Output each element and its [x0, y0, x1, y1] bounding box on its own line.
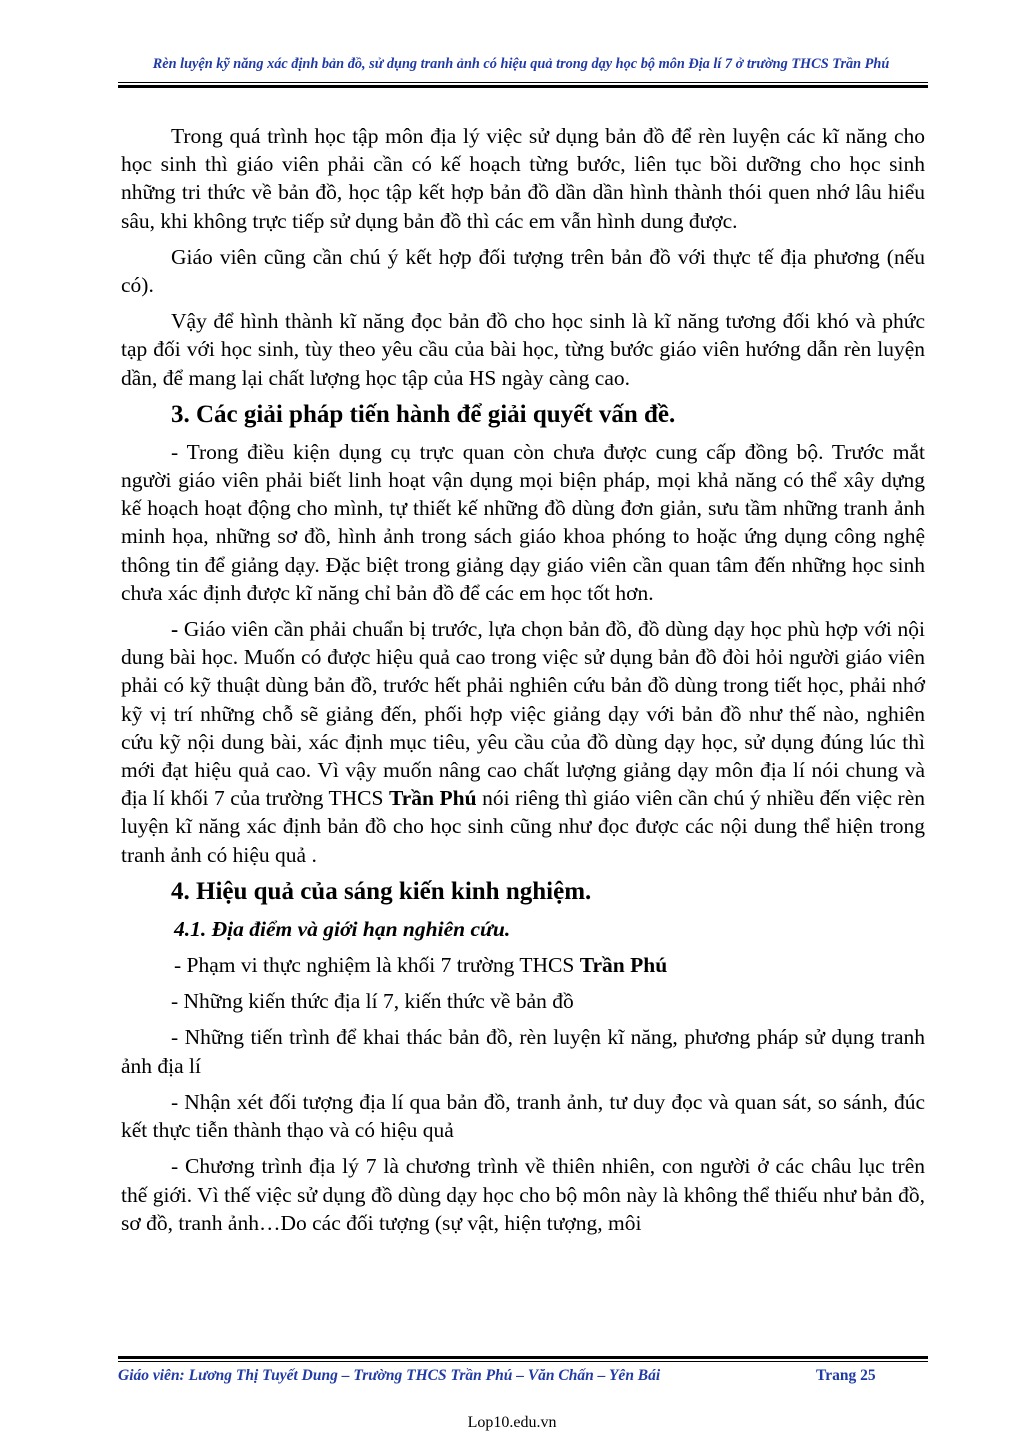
school-name: Trần Phú: [388, 786, 477, 811]
list-item: - Chương trình địa lý 7 là chương trình về thiên nhiên, con người ở các châu lục trên thế giới. Vì thế việc sử dụng đồ dùng dạy học cho bộ môn này là không thể thiếu như bản đồ, sơ đồ, tranh ảnh…Do các đối tượng (sự vật, hiện tượng, môi: [121, 1154, 925, 1235]
header-rule-thick: [118, 85, 928, 88]
section-heading-3: 3. Các giải pháp tiến hành để giải quyết vấn đề.: [171, 400, 676, 428]
paragraph-text: nói riêng thì giáo viên cần chú ý nhiều đến việc rèn luyện kĩ năng xác định bản đồ cho học sinh cũng như đọc được các nội dung thể hiện trong tranh ảnh có hiệu quả .: [121, 786, 925, 867]
header-rule-thin: [118, 82, 928, 83]
paragraph: Giáo viên cũng cần chú ý kết hợp đối tượng trên bản đồ với thực tế địa phương (nếu có).: [121, 244, 925, 298]
page-number: Trang 25: [816, 1367, 876, 1384]
list-item: - Những tiến trình để khai thác bản đồ, rèn luyện kĩ năng, phương pháp sử dụng tranh ảnh địa lí: [121, 1025, 925, 1078]
list-item: [121, 951, 925, 979]
footer-rule-thick: [118, 1356, 928, 1359]
paragraph-text: Giáo viên cần phải chuẩn bị trước, lựa chọn bản đồ, đồ dùng dạy học phù hợp với nội dung bài học. Muốn có được hiệu quả cao trong việc sử dụng bản đồ đòi hỏi người giáo viên phải có kỹ thuật dùng bản đồ, trước hết phải nghiên cứu bản đồ dùng trong tiết học, phải nhớ kỹ vị trí những chỗ sẽ giảng đến, phối hợp việc giảng dạy với bản đồ như thế nào, nghiên cứu kỹ nội dung bài, xác định mục tiêu, yêu cầu của đồ dùng dạy học, sử dụng đúng lúc thì mới đạt hiệu quả cao. Vì vậy muốn nâng cao chất lượng giảng dạy môn địa lí nói chung và địa lí khối 7 của trường THCS: [121, 617, 925, 811]
site-watermark: Lop10.edu.vn: [467, 1414, 557, 1431]
footer-author: Giáo viên: Lương Thị Tuyết Dung – Trường THCS Trần Phú – Văn Chấn – Yên Bái: [118, 1367, 661, 1384]
list-item: - Nhận xét đối tượng địa lí qua bản đồ, tranh ảnh, tư duy đọc và quan sát, so sánh, đúc kết thực tiễn thành thạo và có hiệu quả: [121, 1089, 925, 1143]
subsection-heading: 4.1. Địa điểm và giới hạn nghiên cứu.: [174, 916, 511, 941]
paragraph: Vậy để hình thành kĩ năng đọc bản đồ cho học sinh là kĩ năng tương đối khó và phức tạp đối với học sinh, tùy theo yêu cầu của bài học, từng bước giáo viên hướng dẫn rèn luyện dần, để mang lại chất lượng học tập của HS ngày càng cao.: [121, 309, 925, 390]
section-heading-4: 4. Hiệu quả của sáng kiến kinh nghiệm.: [171, 877, 592, 905]
paragraph: Trong quá trình học tập môn địa lý việc sử dụng bản đồ để rèn luyện các kĩ năng cho học sinh thì giáo viên phải cần có kế hoạch từng bước, liên tục bồi dưỡng cho học sinh những tri thức về bản đồ, học tập kết hợp bản đồ dần dần hình thành thói quen nhớ lâu hiểu sâu, khi không trực tiếp sử dụng bản đồ thì các em vẫn hình dung được.: [121, 124, 925, 233]
list-item: - Những kiến thức địa lí 7, kiến thức về bản đồ: [171, 989, 574, 1014]
bold-dash: -: [171, 617, 179, 642]
header-title: Rèn luyện kỹ năng xác định bản đồ, sử dụng tranh ảnh có hiệu quả trong dạy học bộ môn Địa lí 7 ở trường THCS Trần Phú: [152, 56, 890, 72]
school-name: Trần Phú: [579, 953, 668, 978]
page-body: [121, 122, 925, 1237]
paragraph: [121, 615, 925, 869]
list-item-text: - Phạm vi thực nghiệm là khối 7 trường THCS: [174, 953, 580, 978]
paragraph: - Trong điều kiện dụng cụ trực quan còn chưa được cung cấp đồng bộ. Trước mắt người giáo viên phải biết linh hoạt vận dụng mọi biện pháp, mọi khả năng có thể xây dựng kế hoạch hoạt động cho mình, tự thiết kế những đồ dùng đơn giản, sưu tầm những tranh ảnh minh họa, những sơ đồ, hình ảnh trong sách giáo khoa phóng to hoặc ứng dụng công nghệ thông tin để giảng dạy. Đặc biệt trong giảng dạy giáo viên cần quan tâm đến những học sinh chưa xác định được kĩ năng chỉ bản đồ để các em học tốt hơn.: [121, 439, 925, 605]
footer-rule-thin: [118, 1361, 928, 1362]
